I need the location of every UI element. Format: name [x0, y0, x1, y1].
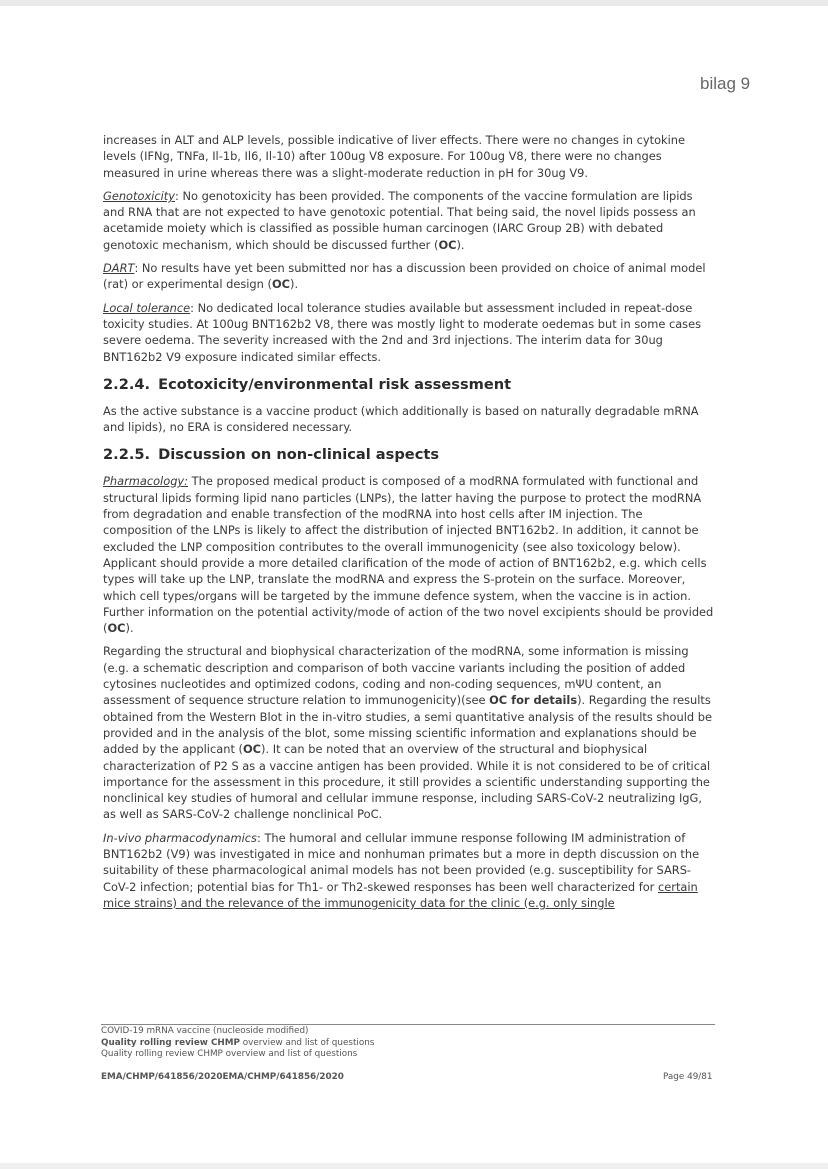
oc-marker: OC: [271, 277, 290, 292]
paragraph-local-tolerance: Local tolerance: No dedicated local tolerance studies available but assessment included in repeat-dose toxicity studies. At 100ug BNT162b2 V8, there was mostly light to moderate oedemas but in some cases severe oedema. The severity increased with the 2nd and 3rd injections. The interim data for 30ug BNT162b2 V9 exposure indicated similar effects.: [103, 300, 702, 364]
term-genotoxicity: Genotoxicity: [103, 188, 175, 203]
oc-marker: OC: [438, 237, 457, 252]
paragraph-structural-characterization: Regarding the structural and biophysical characterization of the modRNA, some information is missing (e.g. a schematic description and comparison of both vaccine variants including the position of added cytosines nucleotides and optimized codons, coding and non-coding sequences, mΨU content, an assessment of sequence structure relation to immunogenicity)(see OC for details). Regarding the results obtained from the Western Blot in the in-vitro studies, a semi quantitative analysis of the results should be provided and in the analysis of the blot, some missing scientific information and explanations should be added by the applicant (OC). It can be noted that an overview of the structural and biophysical characterization of P2 S as a vaccine antigen has been provided. While it is not considered to be of critical importance for the assessment in this procedure, it still provides a scientific understanding supporting the nonclinical key studies of humoral and cellular immune response, including SARS-CoV-2 neutralizing IgG, as well as SARS-CoV-2 challenge nonclinical PoC.: [103, 644, 712, 822]
footer-review-subtitle: Quality rolling review CHMP overview and list of questions: [101, 1049, 358, 1059]
paragraph-genotoxicity: Genotoxicity: No genotoxicity has been provided. The components of the vaccine formulation are lipids and RNA that are not expected to have genotoxic potential. That being said, the novel lipids possess an acetamide moiety which is classified as possible human carcinogen (IARC Group 2B) with debated genotoxic mechanism, which should be discussed further (OC).: [103, 188, 696, 252]
heading-2-2-4: 2.2.4. Ecotoxicity/environmental risk assessment: [103, 375, 512, 393]
oc-details-marker: OC for details: [489, 693, 578, 708]
heading-2-2-5: 2.2.5. Discussion on non-clinical aspects: [103, 446, 440, 464]
top-border: [0, 0, 828, 6]
oc-marker: OC: [242, 742, 262, 757]
bilag-stamp: bilag 9: [700, 74, 751, 93]
bottom-border: [0, 1163, 828, 1169]
document-reference: EMA/CHMP/641856/2020EMA/CHMP/641856/2020: [101, 1072, 344, 1082]
footer-product-name: COVID-19 mRNA vaccine (nucleoside modified): [101, 1026, 309, 1036]
page-footer: [101, 1024, 715, 1061]
paragraph-liver-effects: increases in ALT and ALP levels, possible indicative of liver effects. There were no changes in cytokine levels (IFNg, TNFa, Il-1b, Il6, Il-10) after 100ug V8 exposure. For 100ug V8, there were no changes measured in urine whereas there was a slight-moderate reduction in pH for 30ug V9.: [103, 133, 686, 180]
term-dart: DART: [103, 261, 135, 276]
paragraph-era: As the active substance is a vaccine product (which additionally is based on naturally degradable mRNA and lipids), no ERA is considered necessary.: [103, 403, 699, 435]
term-pharmacology: Pharmacology:: [103, 474, 189, 489]
paragraph-pharmacology: Pharmacology: The proposed medical product is composed of a modRNA formulated with functional and structural lipids forming lipid nano particles (LNPs), the latter having the purpose to protect the modRNA from degradation and enable transfection of the modRNA into host cells after IM injection. The composition of the LNPs is likely to affect the distribution of injected BNT162b2. In addition, it cannot be excluded the LNP composition contributes to the overall immunogenicity (see also toxicology below). Applicant should provide a more detailed clarification of the mode of action of BNT162b2, e.g. which cells types will take up the LNP, translate the modRNA and express the S-protein on the surface. Moreover, which cell types/organs will be targeted by the immune defence system, when the vaccine is in action. Further information on the potential activity/mode of action of the two novel excipients should be provided (OC).: [103, 474, 714, 636]
term-in-vivo: In-vivo pharmacodynamics: [103, 830, 257, 845]
page-number: Page 49/81: [663, 1072, 713, 1082]
page-body: [103, 132, 715, 918]
oc-marker: OC: [107, 621, 126, 636]
paragraph-in-vivo-pharmacodynamics: In-vivo pharmacodynamics: The humoral and cellular immune response following IM administration of BNT162b2 (V9) was investigated in mice and nonhuman primates but a more in depth discussion on the suitability of these pharmacological animal models has not been provided (e.g. susceptibility for SARS-CoV-2 infection; potential bias for Th1- or Th2-skewed responses has been well characterized for certain mice strains) and the relevance of the immunogenicity data for the clinic (e.g. only single: [103, 830, 700, 910]
term-local-tolerance: Local tolerance: [103, 300, 191, 315]
footer-review-title: Quality rolling review CHMP overview and list of questions: [101, 1037, 375, 1048]
paragraph-dart: DART: No results have yet been submitted nor has a discussion been provided on choice of animal model (rat) or experimental design (OC).: [103, 261, 706, 292]
